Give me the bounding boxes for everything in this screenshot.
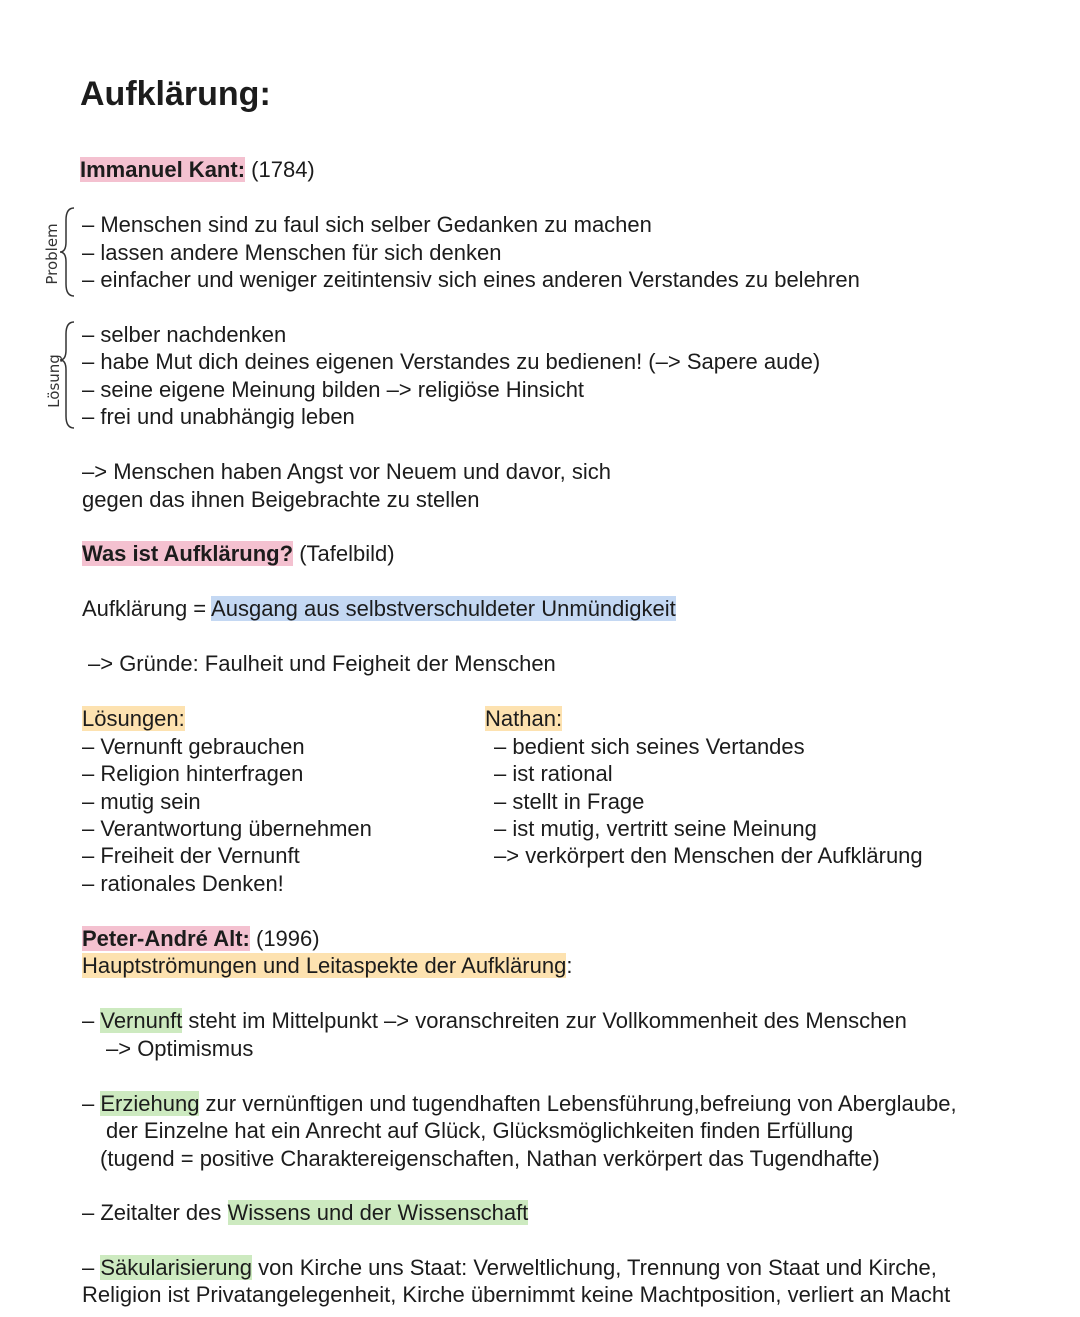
loesungen-item: – Verantwortung übernehmen [82,816,372,841]
loesung-item: – seine eigene Meinung bilden –> religiöse Hinsicht [82,377,585,402]
alt-point-vernunft [82,1007,907,1035]
alt-subheading-text: Hauptströmungen und Leitaspekte der Aufklärung [82,953,567,978]
keyword-wissen: Wissens und der Wissenschaft [227,1200,529,1225]
problem-brace [58,206,78,298]
alt-point-saekularisierung-line2: Religion ist Privatangelegenheit, Kirche übernimmt keine Machtposition, verliert an Macht [82,1282,951,1307]
alt-name: Peter-André Alt: [82,926,250,951]
alt-year: (1996) [256,926,320,951]
loesungen-title: Lösungen: [82,706,185,731]
kant-heading [80,156,315,184]
was-ist-heading [82,540,395,568]
nathan-item: – ist mutig, vertritt seine Meinung [494,816,817,841]
loesung-label: Lösung [45,354,63,408]
bullet-dash: – [82,1255,101,1280]
definition-term: Aufklärung = [82,596,212,621]
problem-label: Problem [43,223,61,285]
alt-point-saekularisierung [82,1254,937,1282]
loesungen-item: – Freiheit der Vernunft [82,843,300,868]
loesungen-heading [82,705,185,733]
alt-subheading [82,952,572,980]
was-ist-title: Was ist Aufklärung? [82,541,294,566]
keyword-vernunft: Vernunft [100,1008,183,1033]
loesung-item: – selber nachdenken [82,322,287,347]
problem-item: – lassen andere Menschen für sich denken [82,240,502,265]
gruende-line: –> Gründe: Faulheit und Feigheit der Menschen [88,651,556,676]
was-ist-note: (Tafelbild) [299,541,395,566]
definition-value: Ausgang aus selbstverschuldeter Unmündigkeit [211,596,676,621]
loesungen-item: – rationales Denken! [82,871,284,896]
alt-subheading-colon: : [566,953,573,978]
loesung-item: – habe Mut dich deines eigenen Verstandes zu bedienen! (–> Sapere aude) [82,349,821,374]
bullet-dash: – [82,1091,101,1116]
point-text: von Kirche uns Staat: Verweltlichung, Trennung von Staat und Kirche, [252,1255,937,1280]
problem-item: – Menschen sind zu faul sich selber Gedanken zu machen [82,212,652,237]
point-text: zur vernünftigen und tugendhaften Lebensführung,befreiung von Aberglaube, [199,1091,957,1116]
bullet-dash: – [82,1008,101,1033]
loesung-item: – frei und unabhängig leben [82,404,355,429]
loesungen-item: – mutig sein [82,789,201,814]
alt-point-erziehung-line3: (tugend = positive Charaktereigenschaften, Nathan verkörpert das Tugendhafte) [100,1146,880,1171]
alt-heading [82,925,320,953]
conclusion-line: –> Menschen haben Angst vor Neuem und davor, sich [82,459,611,484]
alt-point-erziehung [82,1090,957,1118]
conclusion-line: gegen das ihnen Beigebrachte zu stellen [82,487,480,512]
keyword-erziehung: Erziehung [100,1091,200,1116]
nathan-title: Nathan: [485,706,563,731]
kant-name: Immanuel Kant: [80,157,246,182]
nathan-item: – stellt in Frage [494,789,645,814]
loesungen-item: – Religion hinterfragen [82,761,304,786]
problem-item: – einfacher und weniger zeitintensiv sich eines anderen Verstandes zu belehren [82,267,860,292]
nathan-item: – ist rational [494,761,613,786]
point-text: steht im Mittelpunkt –> voranschreiten zur Vollkommenheit des Menschen [182,1008,907,1033]
nathan-heading [485,705,562,733]
loesungen-item: – Vernunft gebrauchen [82,734,305,759]
keyword-saekularisierung: Säkularisierung [100,1255,252,1280]
kant-year: (1784) [251,157,315,182]
nathan-item: –> verkörpert den Menschen der Aufklärung [494,843,923,868]
alt-point-wissen [82,1199,528,1227]
page-title: Aufklärung: [80,75,271,113]
definition-line [82,595,676,623]
point-text: – Zeitalter des [82,1200,228,1225]
nathan-item: – bedient sich seines Vertandes [494,734,805,759]
alt-point-erziehung-line2: der Einzelne hat ein Anrecht auf Glück, Glücksmöglichkeiten finden Erfüllung [106,1118,854,1143]
alt-point-vernunft-line2: –> Optimismus [106,1036,254,1061]
